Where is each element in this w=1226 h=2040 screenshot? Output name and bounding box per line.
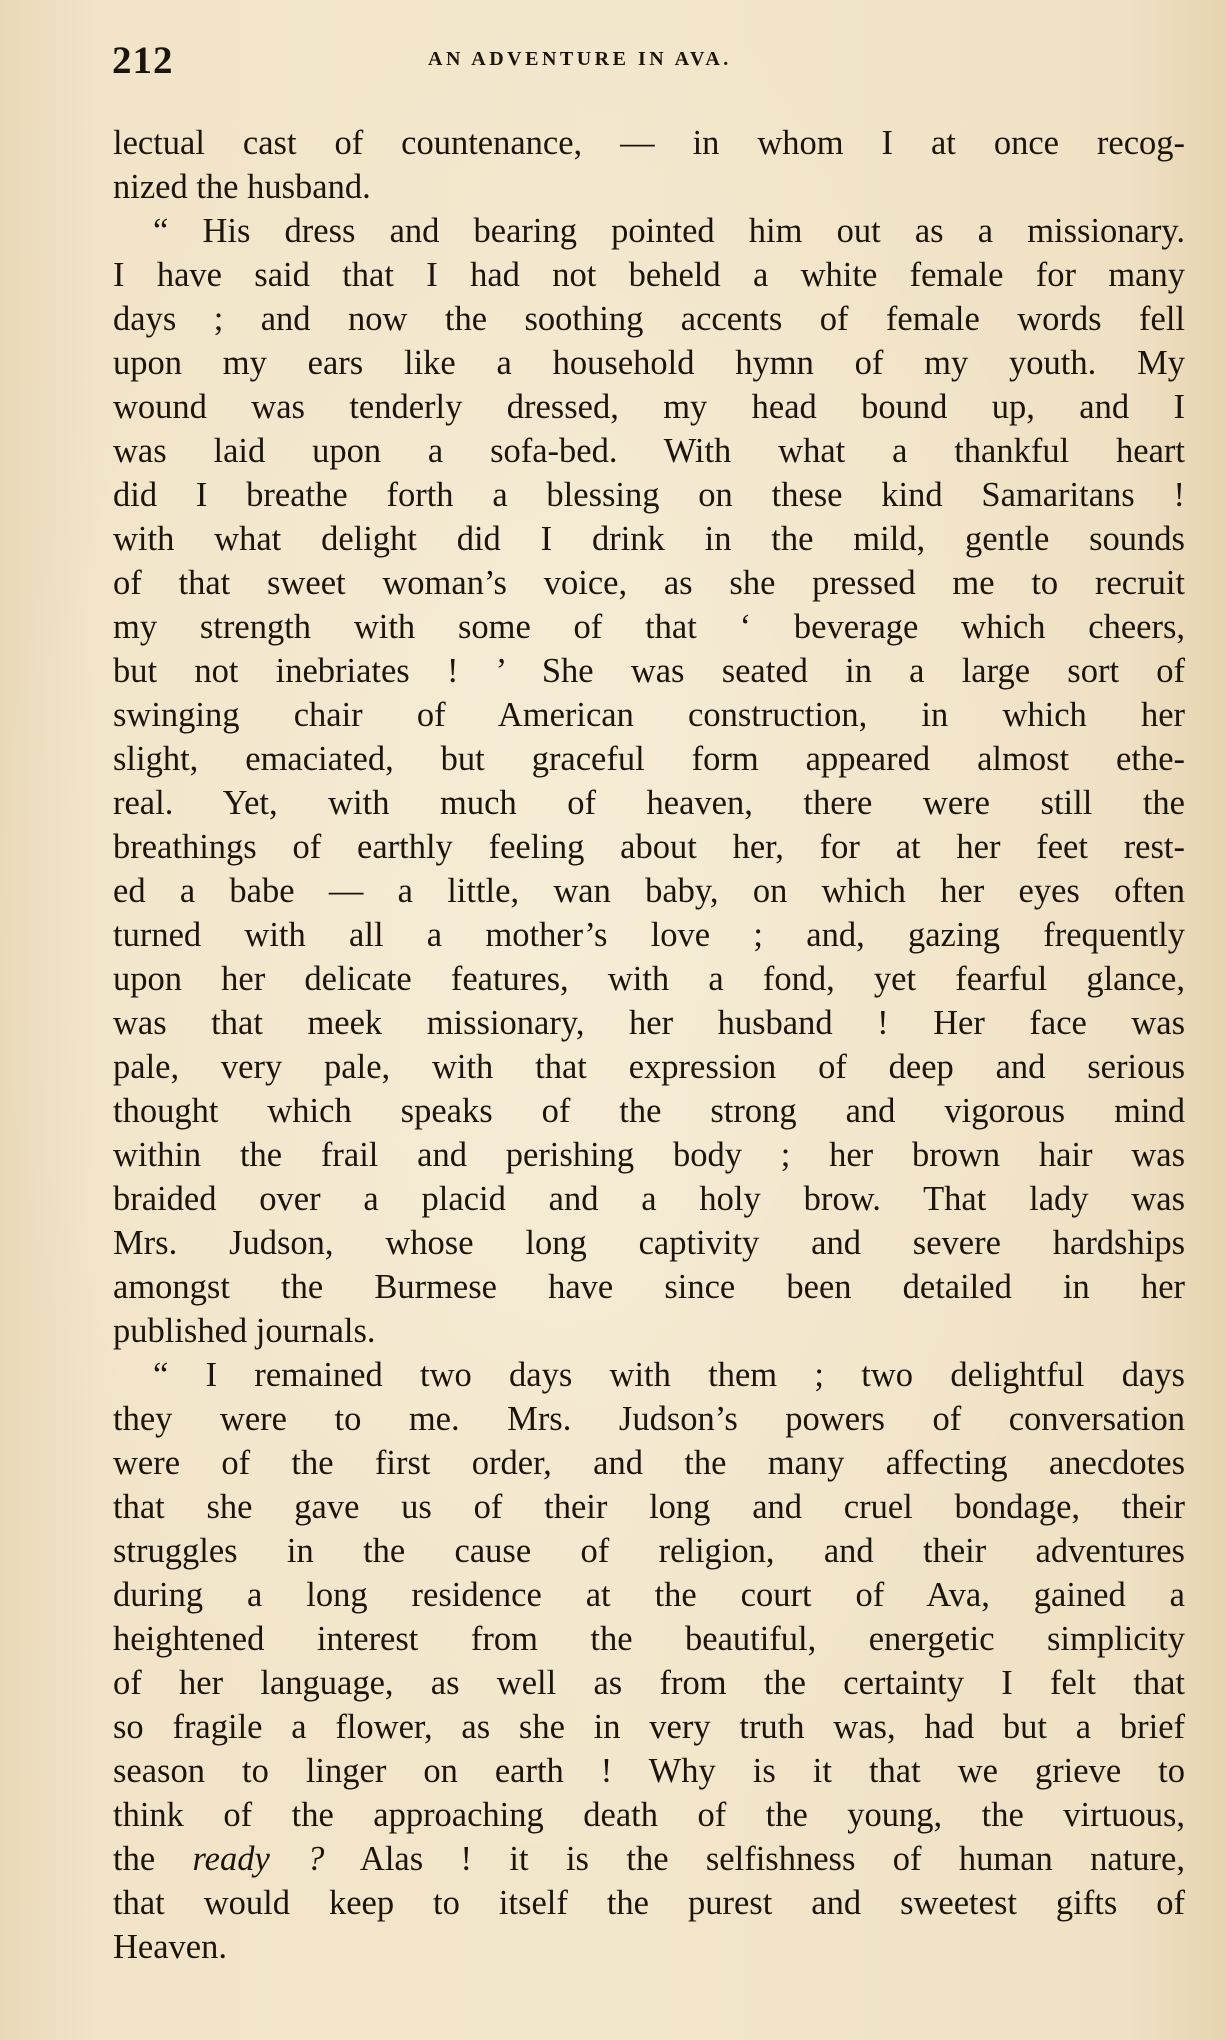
text-line: but not inebriates ! ’ She was seated in a large sort of — [113, 652, 1185, 690]
text-line: real. Yet, with much of heaven, there were still the — [113, 784, 1185, 822]
text-line — [113, 1837, 1185, 1881]
text-line: lectual cast of countenance, — in whom I at once recog- — [113, 124, 1185, 162]
text-line: pale, very pale, with that expression of deep and serious — [113, 1048, 1185, 1086]
text-line: turned with all a mother’s love ; and, gazing frequently — [113, 916, 1185, 954]
text-line: upon her delicate features, with a fond, yet fearful glance, — [113, 960, 1185, 998]
text-line: I have said that I had not beheld a white female for many — [113, 256, 1185, 294]
text-line: was laid upon a sofa-bed. With what a thankful heart — [113, 432, 1185, 470]
text-line: nized the husband. — [113, 168, 371, 206]
text-line: braided over a placid and a holy brow. That lady was — [113, 1180, 1185, 1218]
text-line: so fragile a flower, as she in very truth was, had but a brief — [113, 1708, 1185, 1746]
page-header — [112, 38, 1172, 88]
text-line: days ; and now the soothing accents of female words fell — [113, 300, 1185, 338]
text-line: swinging chair of American construction, in which her — [113, 696, 1185, 734]
text-line: they were to me. Mrs. Judson’s powers of conversation — [113, 1400, 1185, 1438]
italic-text: ready ? — [192, 1840, 325, 1878]
text-line: of that sweet woman’s voice, as she pressed me to recruit — [113, 564, 1185, 602]
text-line: wound was tenderly dressed, my head bound up, and I — [113, 388, 1185, 426]
text-line: season to linger on earth ! Why is it that we grieve to — [113, 1752, 1185, 1790]
text-line: that she gave us of their long and cruel bondage, their — [113, 1488, 1185, 1526]
text-line: Mrs. Judson, whose long captivity and severe hardships — [113, 1224, 1185, 1262]
text-line: thought which speaks of the strong and vigorous mind — [113, 1092, 1185, 1130]
text-line: were of the first order, and the many affecting anecdotes — [113, 1444, 1185, 1482]
body-text — [113, 121, 1185, 1969]
text-line: with what delight did I drink in the mild, gentle sounds — [113, 520, 1185, 558]
text-line: Heaven. — [113, 1928, 227, 1966]
text-line: did I breathe forth a blessing on these kind Samaritans ! — [113, 476, 1185, 514]
text-line: of her language, as well as from the certainty I felt that — [113, 1664, 1185, 1702]
text-line: slight, emaciated, but graceful form appeared almost ethe- — [113, 740, 1185, 778]
page-number: 212 — [112, 39, 174, 82]
text-line: was that meek missionary, her husband ! Her face was — [113, 1004, 1185, 1042]
text-line: within the frail and perishing body ; her brown hair was — [113, 1136, 1185, 1174]
text-line: struggles in the cause of religion, and their adventures — [113, 1532, 1185, 1570]
text-line: that would keep to itself the purest and sweetest gifts of — [113, 1884, 1185, 1922]
text-line: “ I remained two days with them ; two delightful days — [153, 1356, 1185, 1394]
text-line: “ His dress and bearing pointed him out as a missionary. — [153, 212, 1185, 250]
text-line: upon my ears like a household hymn of my youth. My — [113, 344, 1185, 382]
text-line: breathings of earthly feeling about her, for at her feet rest- — [113, 828, 1185, 866]
text-line: ed a babe — a little, wan baby, on which her eyes often — [113, 872, 1185, 910]
text-line: amongst the Burmese have since been detailed in her — [113, 1268, 1185, 1306]
running-head: AN ADVENTURE IN AVA. — [428, 48, 732, 70]
text-line: think of the approaching death of the young, the virtuous, — [113, 1796, 1185, 1834]
text-line: during a long residence at the court of Ava, gained a — [113, 1576, 1185, 1614]
text-span: Alas ! it is the selfishness of human nature, — [324, 1840, 1185, 1878]
text-span: the — [113, 1840, 193, 1878]
text-line: my strength with some of that ‘ beverage which cheers, — [113, 608, 1185, 646]
text-line: heightened interest from the beautiful, energetic simplicity — [113, 1620, 1185, 1658]
text-line: published journals. — [113, 1312, 376, 1350]
